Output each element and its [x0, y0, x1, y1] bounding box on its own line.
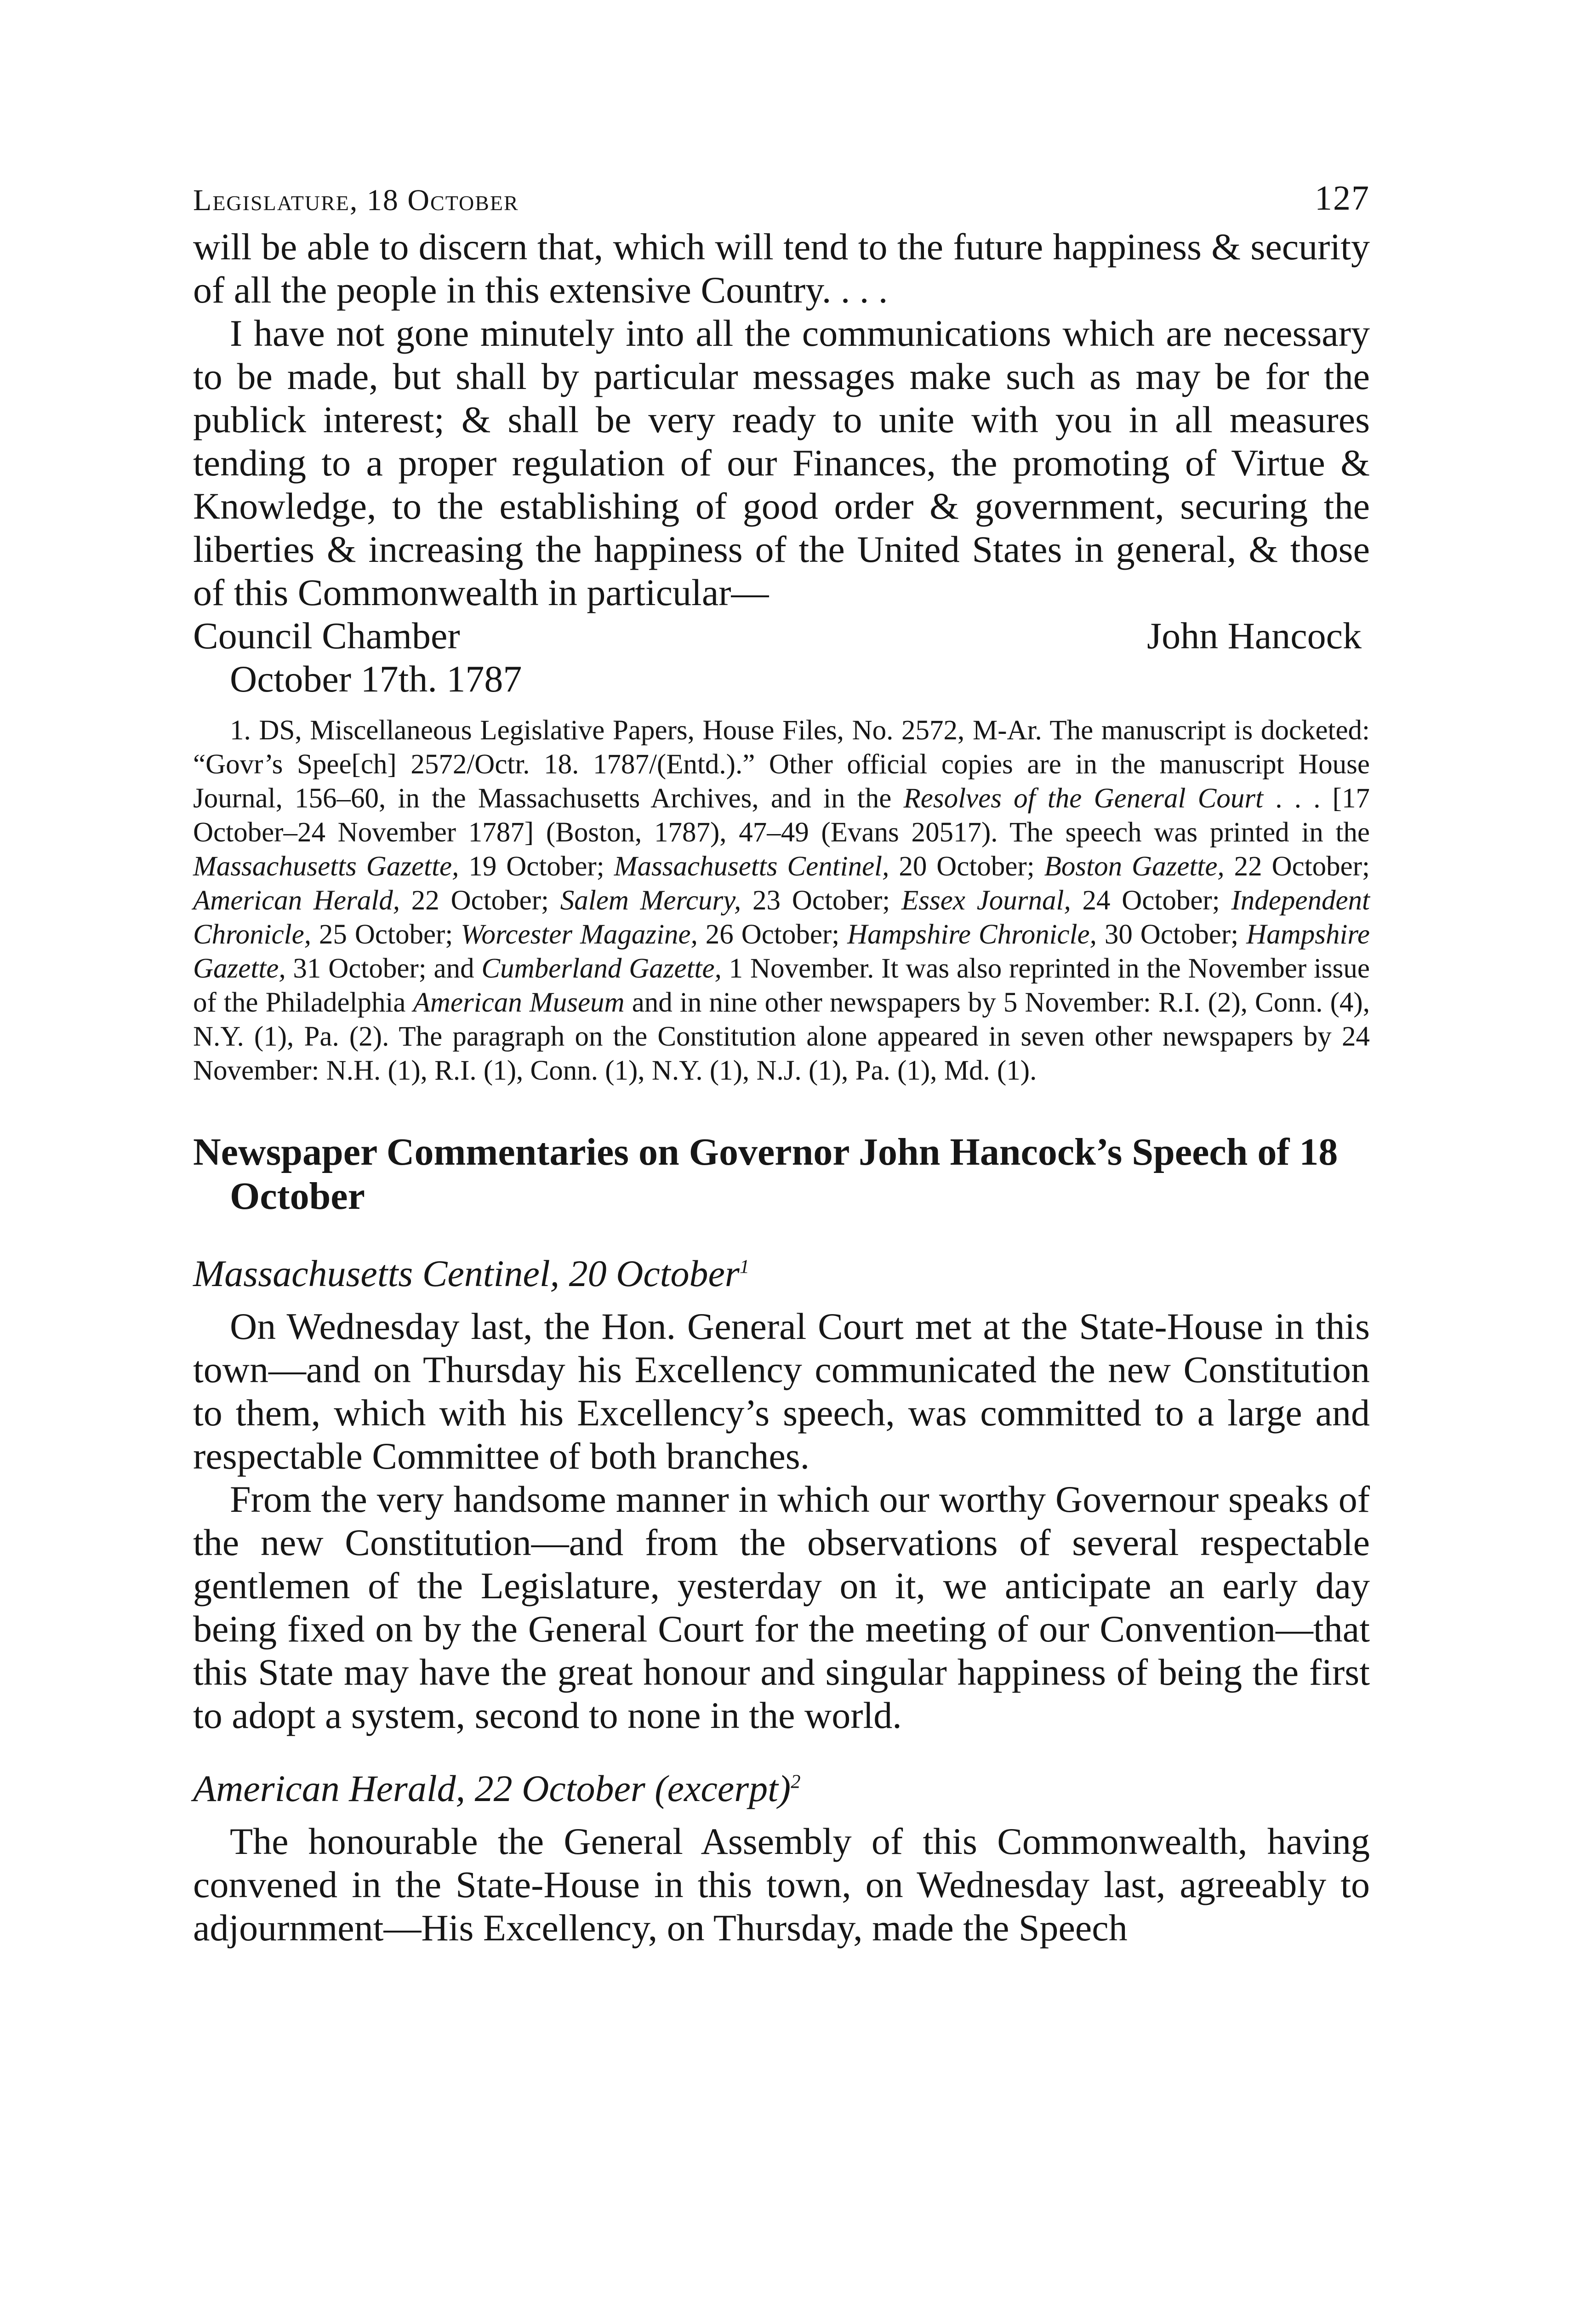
page-number: 127 — [1315, 179, 1370, 217]
signature-date: October 17th. 1787 — [230, 658, 522, 700]
centinel-source-heading: Massachusetts Centinel, 20 October$^1$ — [193, 1252, 750, 1294]
speech-text — [193, 225, 1370, 701]
herald-source-heading: American Herald, 22 October (excerpt)$^2$ — [193, 1767, 801, 1809]
footnote-1: 1. DS, Miscellaneous Legislative Papers, House Files, No. 2572, M-Ar. The manuscript is docketed: “Govr’s Spee[ch] 2572/Octr. 18. 1787/(Entd.).” Other official copies are in the manuscript House Journal, 156–60, in the Massachusetts Archives, and in the Resolves of the General Court . . . [17 October–24 November 1787] (Boston, 1787), 47–49 (Evans 20517). The speech was printed in the Massachusetts Gazette, 19 October; Massachusetts Centinel, 20 October; Boston Gazette, 22 October; American Herald, 22 October; Salem Mercury, 23 October; Essex Journal, 24 October; Independent Chronicle, 25 October; Worcester Magazine, 26 October; Hampshire Chronicle, 30 October; Hampshire Gazette, 31 October; and Cumberland Gazette, 1 November. It was also reprinted in the November issue of the Philadelphia American Museum and in nine other newspapers by 5 November: R.I. (2), Conn. (4), N.Y. (1), Pa. (2). The paragraph on the Constitution alone appeared in seven other newspapers by 24 November: N.H. (1), R.I. (1), Conn. (1), N.Y. (1), N.J. (1), Pa. (1), Md. (1). — [193, 715, 1370, 1086]
footnote-section — [193, 714, 1370, 1088]
centinel-paragraph-1: On Wednesday last, the Hon. General Court met at the State-House in this town—and on Thursday his Excellency communicated the new Constitution to them, which with his Excellency’s speech, was committed to a large and respectable Committee of both branches. — [193, 1305, 1370, 1477]
speech-paragraph-2: I have not gone minutely into all the communications which are necessary to be made, but shall by particular messages make such as may be for the publick interest; & shall be very ready to unite with you in all measures tending to a proper regulation of our Finances, the promoting of Virtue & Knowledge, to the establishing of good order & government, securing the liberties & increasing the happiness of the United States in general, & those of this Commonwealth in particular— — [193, 312, 1370, 613]
centinel-paragraph-2: From the very handsome manner in which our worthy Governour speaks of the new Constitution—and from the observations of several respectable gentlemen of the Legislature, yesterday on it, we anticipate an early day being fixed on by the General Court for the meeting of our Convention—that this State may have the great honour and singular happiness of being the first to adopt a system, second to none in the world. — [193, 1478, 1370, 1736]
section-heading: Newspaper Commentaries on Governor John Hancock’s Speech of 18 October — [193, 1131, 1338, 1218]
signature-name: John Hancock — [1147, 615, 1362, 657]
running-head — [193, 175, 1370, 225]
signature-row — [193, 614, 1370, 658]
signature-place: Council Chamber — [193, 615, 460, 657]
centinel-note-ref: 1 — [739, 1256, 750, 1278]
document-page — [193, 175, 1370, 1950]
herald-paragraph-1: The honourable the General Assembly of this Commonwealth, having convened in the State-House in this town, on Wednesday last, agreeably to adjournment—His Excellency, on Thursday, made the Speech — [193, 1820, 1370, 1949]
speech-paragraph-1: will be able to discern that, which will tend to the future happiness & security of all the people in this extensive Country. . . . — [193, 226, 1370, 311]
running-head-title: Legislature, 18 October — [193, 183, 519, 217]
herald-note-ref: 2 — [791, 1771, 801, 1793]
